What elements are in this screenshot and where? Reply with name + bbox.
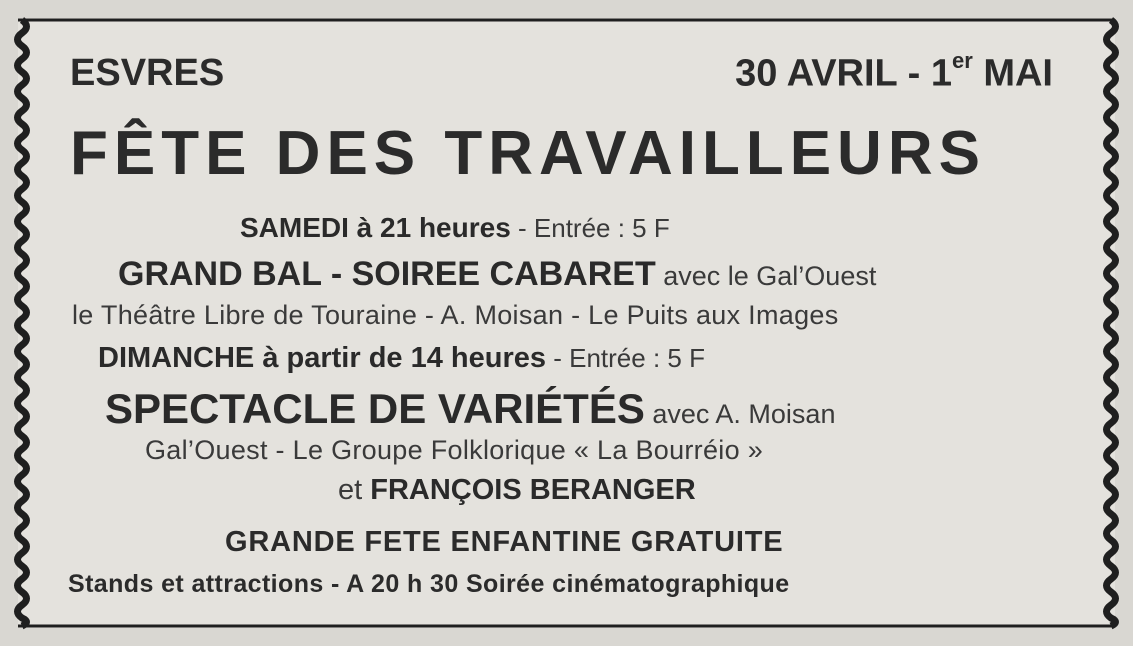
saturday-entry: - Entrée : 5 F xyxy=(510,213,670,243)
saturday-line xyxy=(240,212,670,244)
sunday-line xyxy=(98,342,705,375)
dates-end: MAI xyxy=(972,52,1053,95)
children-festival: GRANDE FETE ENFANTINE GRATUITE xyxy=(225,526,784,558)
saturday-program xyxy=(118,255,876,294)
saturday-with: avec le Gal’Ouest xyxy=(655,261,877,291)
event-title: FÊTE DES TRAVAILLEURS xyxy=(70,119,986,188)
event-dates xyxy=(735,48,1053,96)
sunday-performers: Gal’Ouest - Le Groupe Folklorique « La Bourréio » xyxy=(145,435,764,465)
sunday-event: SPECTACLE DE VARIÉTÉS xyxy=(105,385,645,432)
sunday-headliner-line xyxy=(338,474,696,507)
sunday-time: DIMANCHE à partir de 14 heures xyxy=(98,342,547,374)
sunday-headliner: FRANÇOIS BERANGER xyxy=(370,474,696,506)
sunday-and: et xyxy=(338,474,371,506)
sunday-program xyxy=(105,385,835,433)
attractions-line: Stands et attractions - A 20 h 30 Soirée cinématographique xyxy=(68,570,790,598)
saturday-event: GRAND BAL - SOIREE CABARET xyxy=(118,255,656,293)
sunday-entry: - Entrée : 5 F xyxy=(546,343,705,373)
saturday-time: SAMEDI à 21 heures xyxy=(240,212,511,243)
ad-content xyxy=(50,30,1083,620)
saturday-performers: le Théâtre Libre de Touraine - A. Moisan - Le Puits aux Images xyxy=(72,300,839,330)
town-name: ESVRES xyxy=(70,52,225,94)
sunday-with: avec A. Moisan xyxy=(644,399,836,429)
dates-superscript: er xyxy=(951,48,973,73)
dates-main: 30 AVRIL - 1 xyxy=(735,52,952,95)
